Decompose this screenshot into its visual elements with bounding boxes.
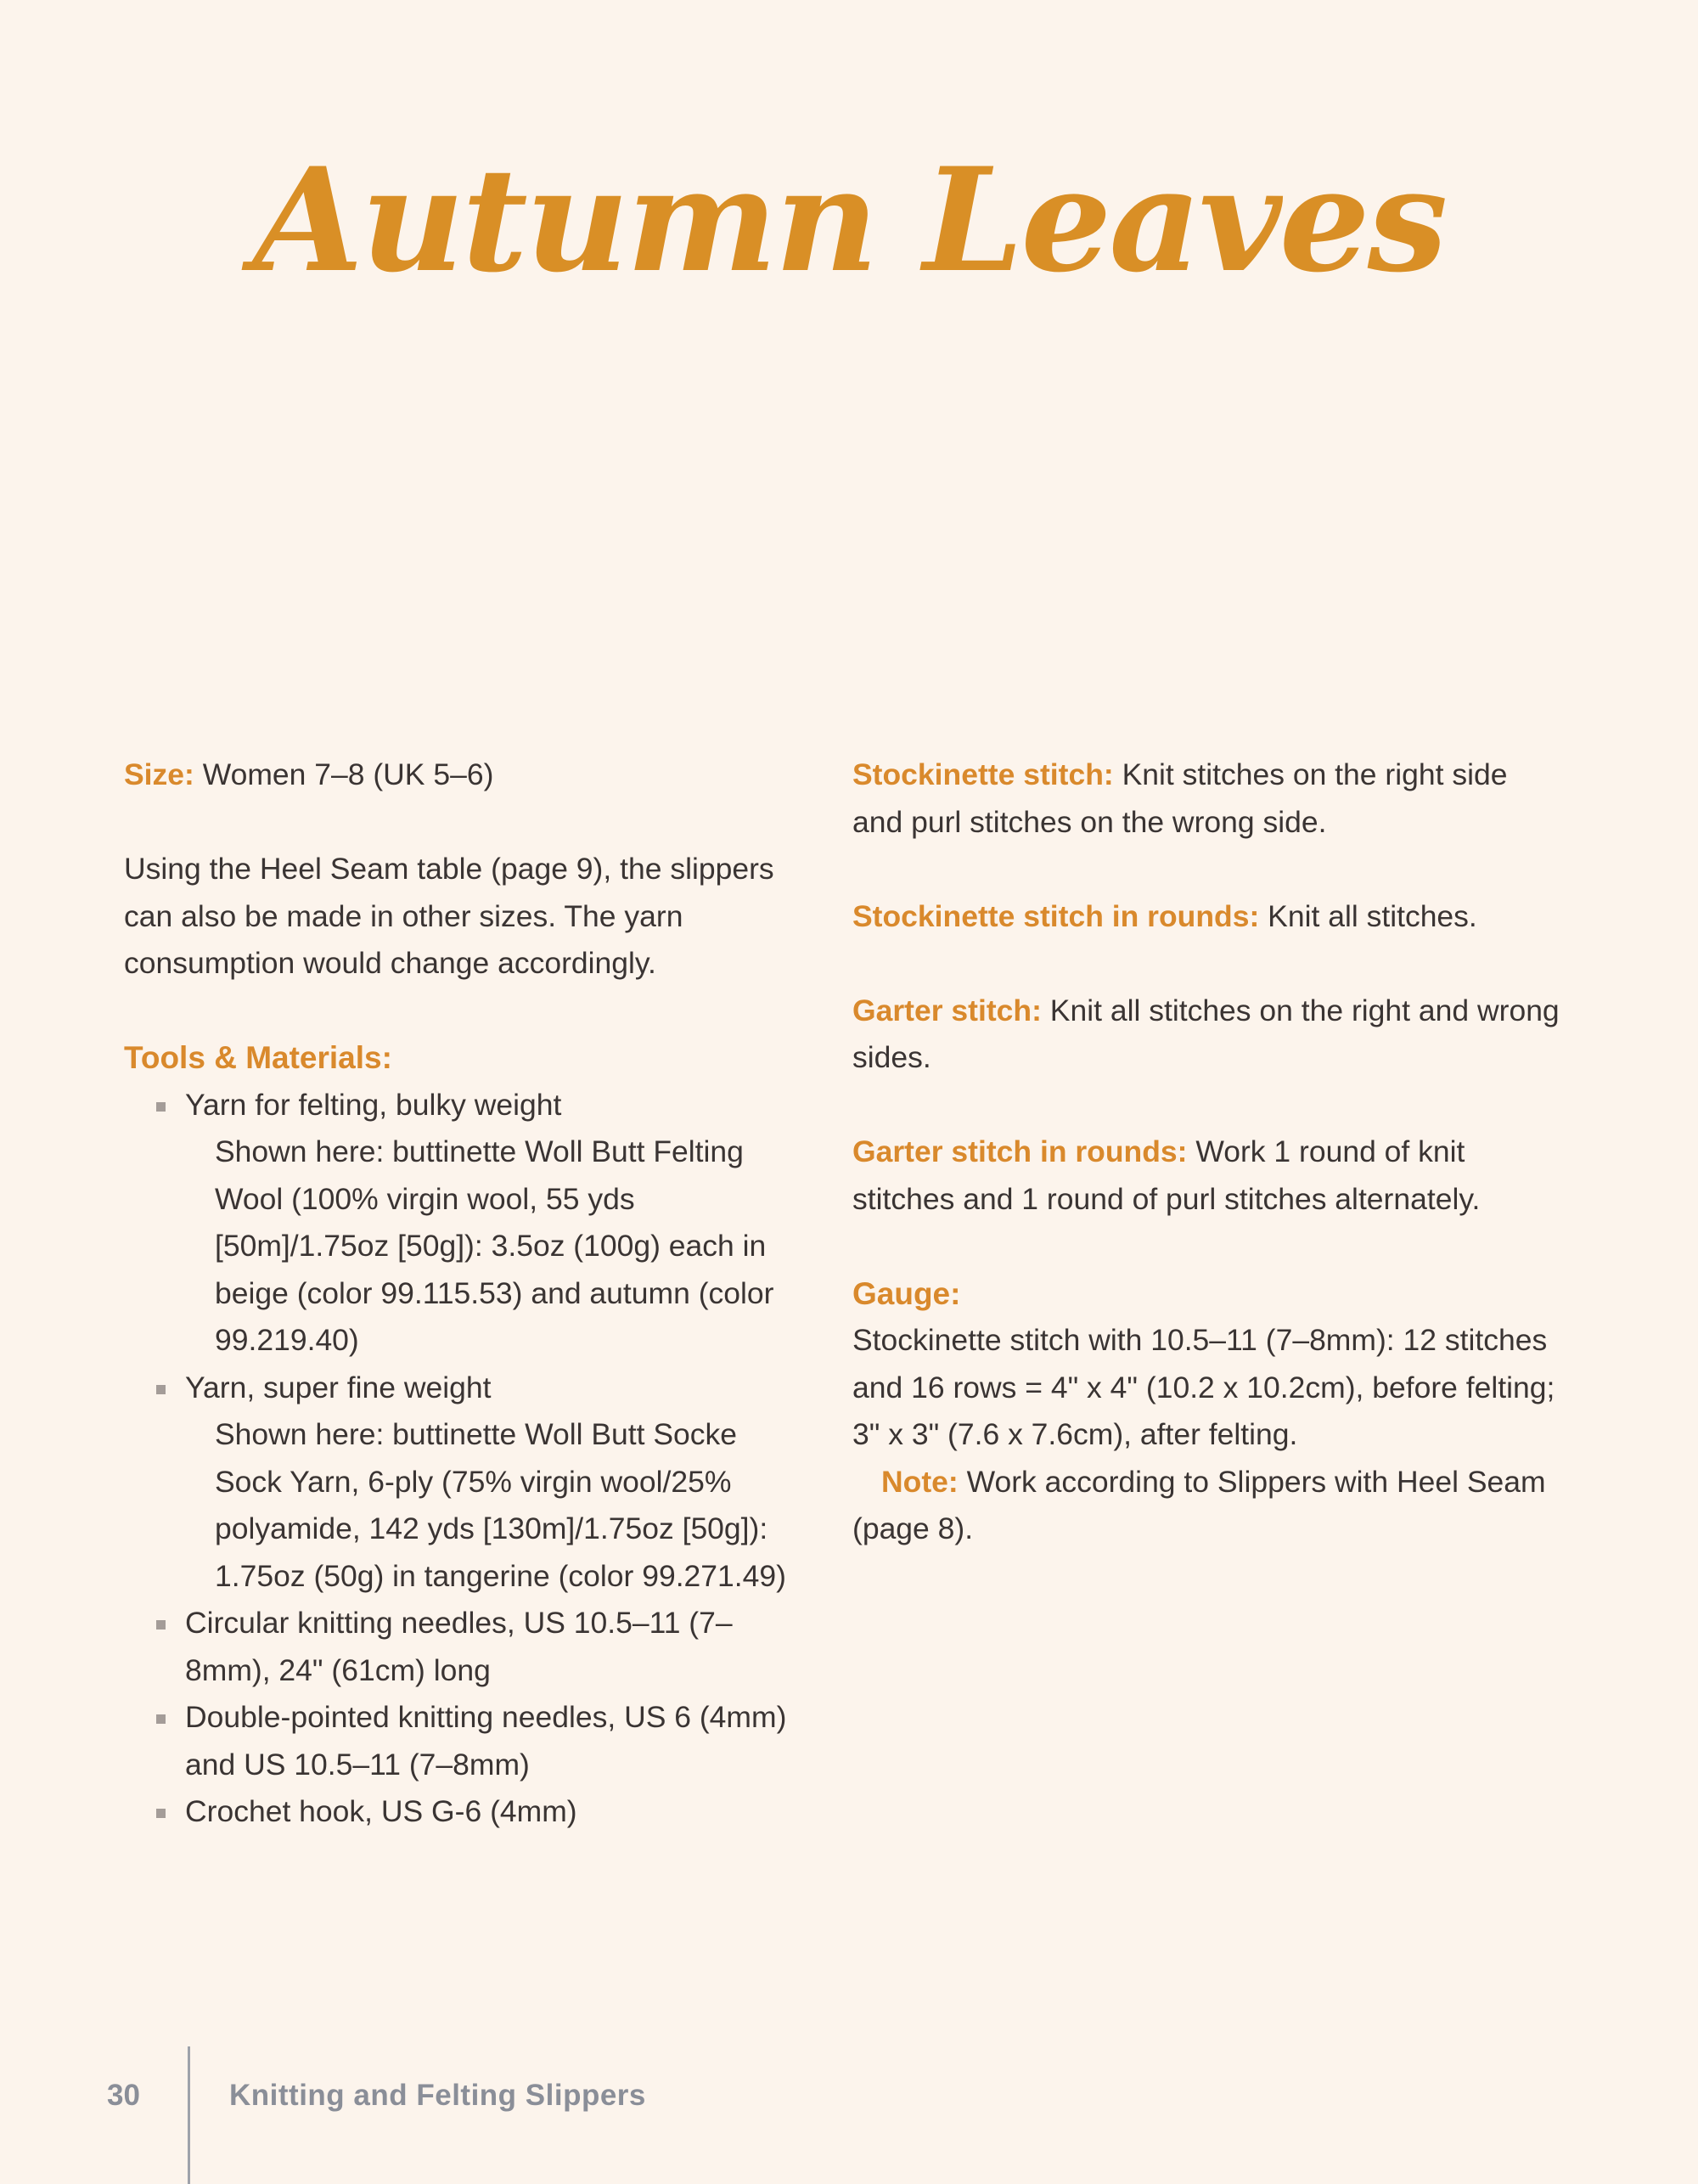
- right-column: [852, 751, 1566, 1553]
- stitch-text: Knit all stitches on the right and wrong sides.: [852, 993, 1560, 1074]
- footer-divider: [188, 2046, 190, 2184]
- list-item-text: Yarn for felting, bulky weight: [185, 1087, 562, 1122]
- list-item-text: Double-pointed knitting needles, US 6 (4mm) and US 10.5–11 (7–8mm): [185, 1700, 787, 1782]
- stitch-label: Garter stitch in rounds:: [852, 1134, 1188, 1168]
- note-text: Work according to Slippers with Heel Seam (page 8).: [852, 1464, 1546, 1545]
- bullet-icon: [156, 1620, 166, 1630]
- list-item: [124, 1365, 803, 1601]
- stitch-definition: [852, 893, 1566, 941]
- list-item-text: Yarn, super fine weight: [185, 1370, 492, 1404]
- bullet-icon: [156, 1385, 166, 1394]
- list-item: [124, 1082, 803, 1365]
- left-column: [124, 751, 803, 1836]
- list-item-text: Crochet hook, US G-6 (4mm): [185, 1794, 577, 1828]
- stitch-definition: [852, 1129, 1566, 1223]
- note-line: [852, 1459, 1566, 1553]
- size-label: Size:: [124, 757, 194, 791]
- running-footer-title: Knitting and Felting Slippers: [229, 2079, 646, 2112]
- gauge-text: Stockinette stitch with 10.5–11 (7–8mm): 12 stitches and 16 rows = 4" x 4" (10.2 x 10.2cm), before felting; 3" x 3" (7.6 x 7.6cm), after felting.: [852, 1323, 1555, 1451]
- size-line: [124, 751, 803, 799]
- materials-list: [124, 1082, 803, 1836]
- stitch-text: Work 1 round of knit stitches and 1 round of purl stitches alternately.: [852, 1134, 1481, 1216]
- list-item-detail: Shown here: buttinette Woll Butt Felting Wool (100% virgin wool, 55 yds [50m]/1.75oz [50g]): 3.5oz (100g) each in beige (color 99.115.53) and autumn (color 99.219.40): [215, 1134, 774, 1357]
- intro-paragraph: Using the Heel Seam table (page 9), the slippers can also be made in other sizes. The yarn consumption would change accordingly.: [124, 852, 774, 980]
- list-item: [124, 1788, 803, 1836]
- note-label: Note:: [881, 1464, 959, 1499]
- list-item-text: Circular knitting needles, US 10.5–11 (7–8mm), 24" (61cm) long: [185, 1606, 733, 1687]
- page-number: 30: [107, 2079, 140, 2112]
- stitch-text: Knit stitches on the right side and purl stitches on the wrong side.: [852, 757, 1508, 839]
- tools-heading: Tools & Materials:: [124, 1040, 392, 1075]
- stitch-definition: [852, 751, 1566, 846]
- list-item: [124, 1600, 803, 1694]
- gauge-heading: Gauge:: [852, 1275, 961, 1311]
- stitch-label: Stockinette stitch:: [852, 757, 1114, 791]
- stitch-definition: [852, 988, 1566, 1082]
- stitch-text: Knit all stitches.: [1259, 898, 1477, 933]
- list-item: [124, 1694, 803, 1788]
- stitch-label: Garter stitch:: [852, 993, 1042, 1027]
- bullet-icon: [156, 1809, 166, 1818]
- list-item-detail: Shown here: buttinette Woll Butt Socke Sock Yarn, 6-ply (75% virgin wool/25% polyamide, 142 yds [130m]/1.75oz [50g]): 1.75oz (50g) in tangerine (color 99.271.49): [215, 1417, 786, 1593]
- bullet-icon: [156, 1102, 166, 1112]
- size-value: Women 7–8 (UK 5–6): [194, 757, 494, 791]
- bullet-icon: [156, 1714, 166, 1724]
- page-title: Autumn Leaves: [252, 136, 1446, 304]
- stitch-label: Stockinette stitch in rounds:: [852, 898, 1260, 933]
